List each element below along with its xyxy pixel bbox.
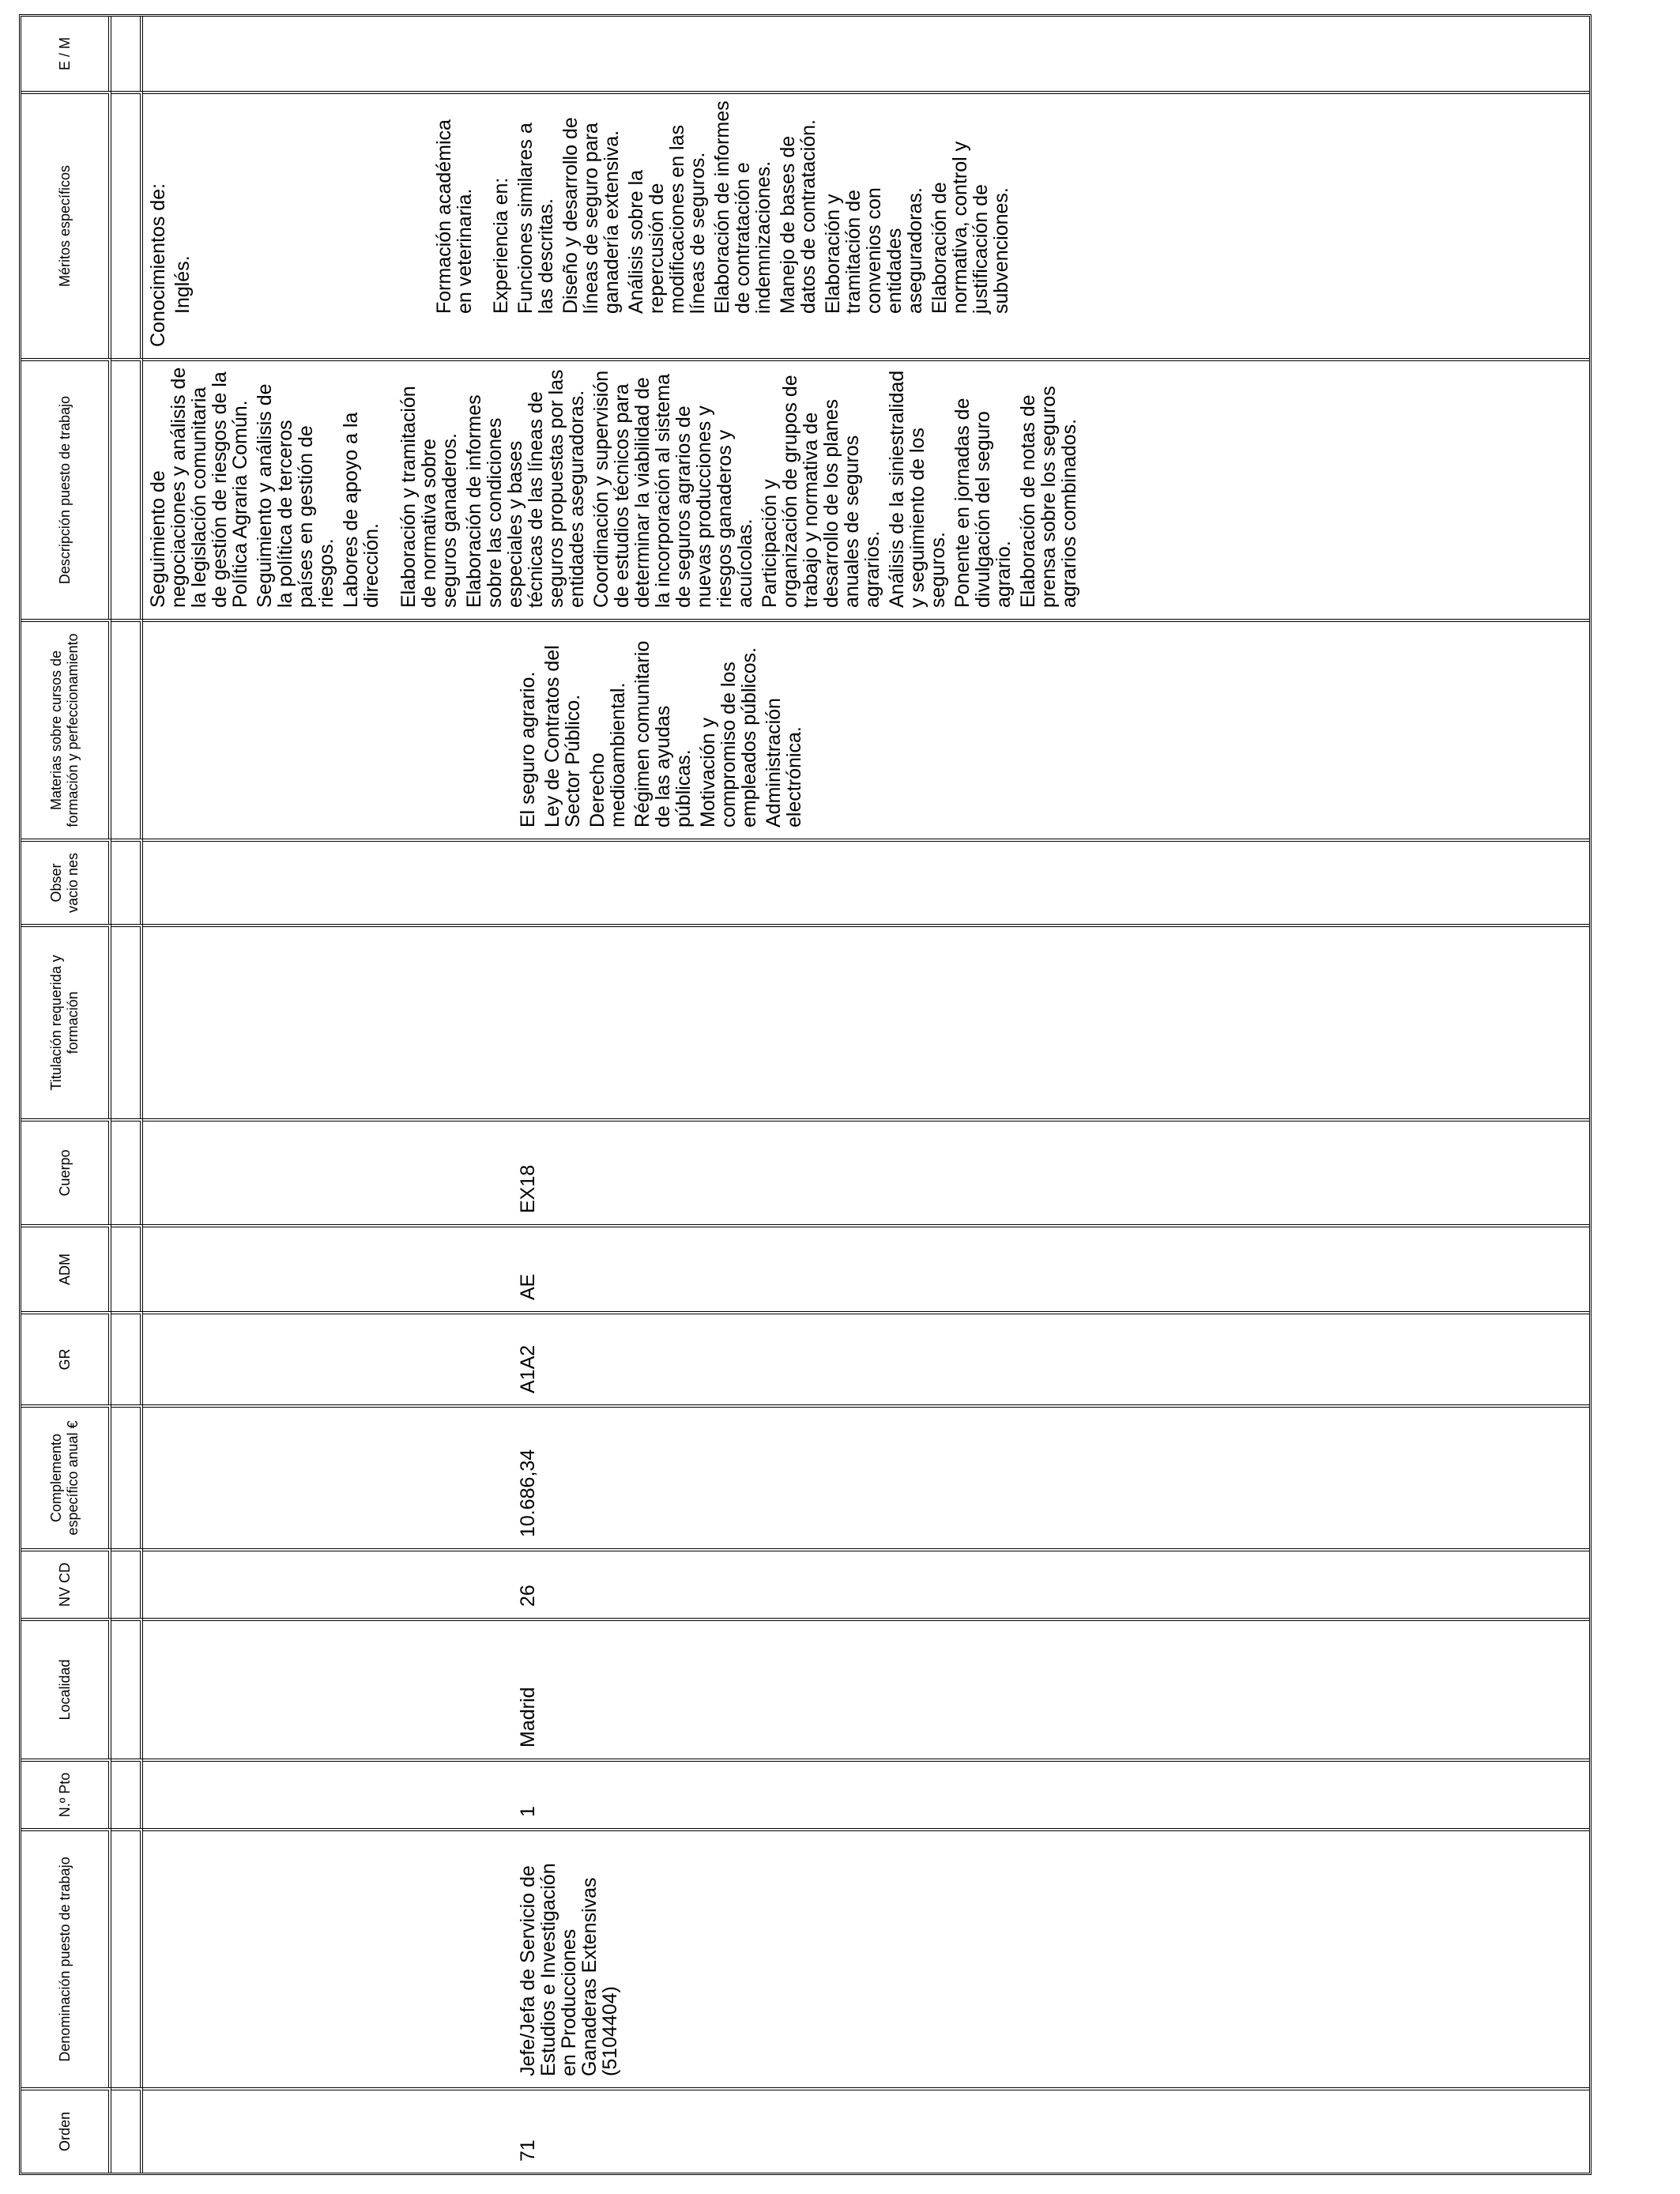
descripcion-item: Elaboración y tramitación de normativa sobre seguros ganaderos. — [397, 386, 461, 608]
merito-item: Elaboración de normativa, control y justificación de subvenciones. — [929, 141, 1012, 314]
merito-item: Diseño y desarrollo de líneas de seguro para ganadería extensiva. — [559, 117, 623, 314]
header-em: E / M — [21, 17, 111, 91]
spacer-cell — [111, 1618, 143, 1759]
spacer-cell — [111, 1224, 143, 1311]
cell-denominacion — [143, 1828, 1589, 2087]
cell-adm — [143, 1224, 1589, 1311]
spacer — [148, 2095, 518, 2162]
spacer — [148, 627, 518, 827]
spacer — [148, 1126, 518, 1213]
header-adm: ADM — [21, 1224, 111, 1311]
materia-item: Administración electrónica. — [763, 698, 805, 827]
cell-localidad — [143, 1618, 1589, 1759]
header-num-pto: N.º Pto — [21, 1759, 111, 1828]
cell-complemento — [143, 1404, 1589, 1548]
merito-item: Análisis sobre la repercusión de modificaciones en las líneas de seguros. — [625, 124, 709, 314]
materia-item: El seguro agrario. — [517, 671, 539, 827]
header-nv-cd: NV CD — [21, 1548, 111, 1618]
spacer — [197, 99, 434, 347]
merito-item-prev: Inglés. — [171, 255, 194, 314]
merito-item: Experiencia en: — [490, 177, 512, 314]
descripcion-item: Elaboración de notas de prensa sobre los seguros agrarios combinados. — [1017, 386, 1080, 608]
cell-observaciones — [143, 839, 1589, 924]
table-row — [143, 17, 1589, 2173]
header-descripcion: Descripción puesto de trabajo — [21, 358, 111, 619]
header-materias: Materias sobre cursos de formación y perfeccionamiento — [21, 619, 111, 839]
spacer — [148, 1626, 518, 1747]
descripcion-item: Coordinación y supervisión de estudios técnicos para determinar la viabilidad de la incorporación al sistema de seguros agrarios de nuevas producciones y riesgos ganaderos y acuícolas. — [590, 370, 756, 608]
spacer — [148, 1232, 518, 1300]
nv-cd-value: 26 — [517, 1585, 539, 1607]
header-row — [21, 17, 111, 2173]
merito-item: Elaboración y tramitación de convenios con entidades aseguradoras. — [822, 187, 926, 314]
denominacion-value: Jefe/Jefa de Servicio de Estudios e Investigación en Producciones Ganaderas Extensivas (5104404) — [517, 1863, 621, 2076]
header-titulacion: Titulación requerida y formación — [21, 924, 111, 1118]
cell-descripcion — [143, 358, 1589, 619]
descripcion-item: Análisis de la siniestralidad y seguimiento de los seguros. — [886, 370, 949, 608]
spacer — [148, 1836, 518, 2076]
orden-value: 71 — [517, 2139, 539, 2162]
spacer-cell — [111, 1404, 143, 1548]
materia-item: Motivación y compromiso de los empleados públicos. — [697, 647, 760, 827]
spacer-cell — [111, 1118, 143, 1224]
merito-item: Funciones similares a las descritas. — [514, 123, 557, 314]
header-observaciones: Obser vacio nes — [21, 839, 111, 924]
cell-nv-cd — [143, 1548, 1589, 1618]
num-pto-value: 1 — [517, 1806, 539, 1817]
descripcion-item-prev: Labores de apoyo a la dirección. — [340, 412, 382, 608]
cell-em — [143, 17, 1589, 91]
spacer — [148, 1556, 518, 1607]
cell-gr — [143, 1311, 1589, 1404]
spacer — [148, 1412, 518, 1537]
cell-meritos — [143, 91, 1589, 358]
spacer-row — [111, 17, 143, 2173]
merito-item-prev: Conocimientos de: — [147, 183, 169, 347]
descripcion-item: Elaboración de informes sobre las condiciones especiales y bases técnicas de las líneas de seguros propuestas por las entidades aseguradoras. — [463, 369, 588, 608]
header-complemento: Complemento específico anual € — [21, 1404, 111, 1548]
cell-cuerpo — [143, 1118, 1589, 1224]
header-cuerpo: Cuerpo — [21, 1118, 111, 1224]
spacer — [148, 1766, 518, 1817]
spacer-cell — [111, 1759, 143, 1828]
spacer-cell — [111, 1548, 143, 1618]
cell-num-pto — [143, 1759, 1589, 1828]
spacer-cell — [111, 358, 143, 619]
materia-item: Derecho medioambiental. — [586, 682, 629, 827]
spacer-cell — [111, 619, 143, 839]
materia-item: Ley de Contratos del Sector Público. — [541, 645, 584, 827]
header-orden: Orden — [21, 2087, 111, 2173]
cuerpo-value: EX18 — [517, 1164, 539, 1213]
descripcion-item: Ponente en jornadas de divulgación del seguro agrario. — [951, 398, 1015, 608]
header-localidad: Localidad — [21, 1618, 111, 1759]
spacer-cell — [111, 924, 143, 1118]
header-denominacion: Denominación puesto de trabajo — [21, 1828, 111, 2087]
spacer — [148, 1319, 518, 1393]
cell-orden — [143, 2087, 1589, 2173]
spacer-cell — [111, 2087, 143, 2173]
merito-item: Formación académica en veterinaria. — [433, 119, 476, 314]
cell-materias — [143, 619, 1589, 839]
materia-item: Régimen comunitario de las ayudas públicas. — [631, 640, 695, 827]
gr-value: A1A2 — [517, 1344, 539, 1393]
descripcion-item-prev: Seguimiento y análisis de la política de terceros países en gestión de riesgos. — [254, 383, 337, 608]
descripcion-item: Participación y organización de grupos de trabajo y normativa de desarrollo de los planes anuales de seguros agrarios. — [759, 375, 883, 608]
merito-item: Manejo de bases de datos de contratación. — [777, 119, 819, 314]
spacer — [386, 366, 398, 608]
descripcion-item-prev: Seguimiento de negociaciones y análisis de la legislación comunitaria de gestión de riesgos de la Política Agraria Común. — [147, 367, 251, 608]
complemento-value: 10.686,34 — [517, 1449, 539, 1537]
spacer-cell — [111, 91, 143, 358]
spacer-cell — [111, 1311, 143, 1404]
spacer-cell — [111, 17, 143, 91]
localidad-value: Madrid — [517, 1687, 539, 1747]
merito-item: Elaboración de informes de contratación e indemnizaciones. — [711, 100, 774, 314]
cell-titulacion — [143, 924, 1589, 1118]
positions-table — [19, 14, 1591, 2175]
header-gr: GR — [21, 1311, 111, 1404]
header-meritos: Méritos específicos — [21, 91, 111, 358]
spacer-cell — [111, 1828, 143, 2087]
spacer-cell — [111, 839, 143, 924]
adm-value: AE — [517, 1273, 539, 1300]
